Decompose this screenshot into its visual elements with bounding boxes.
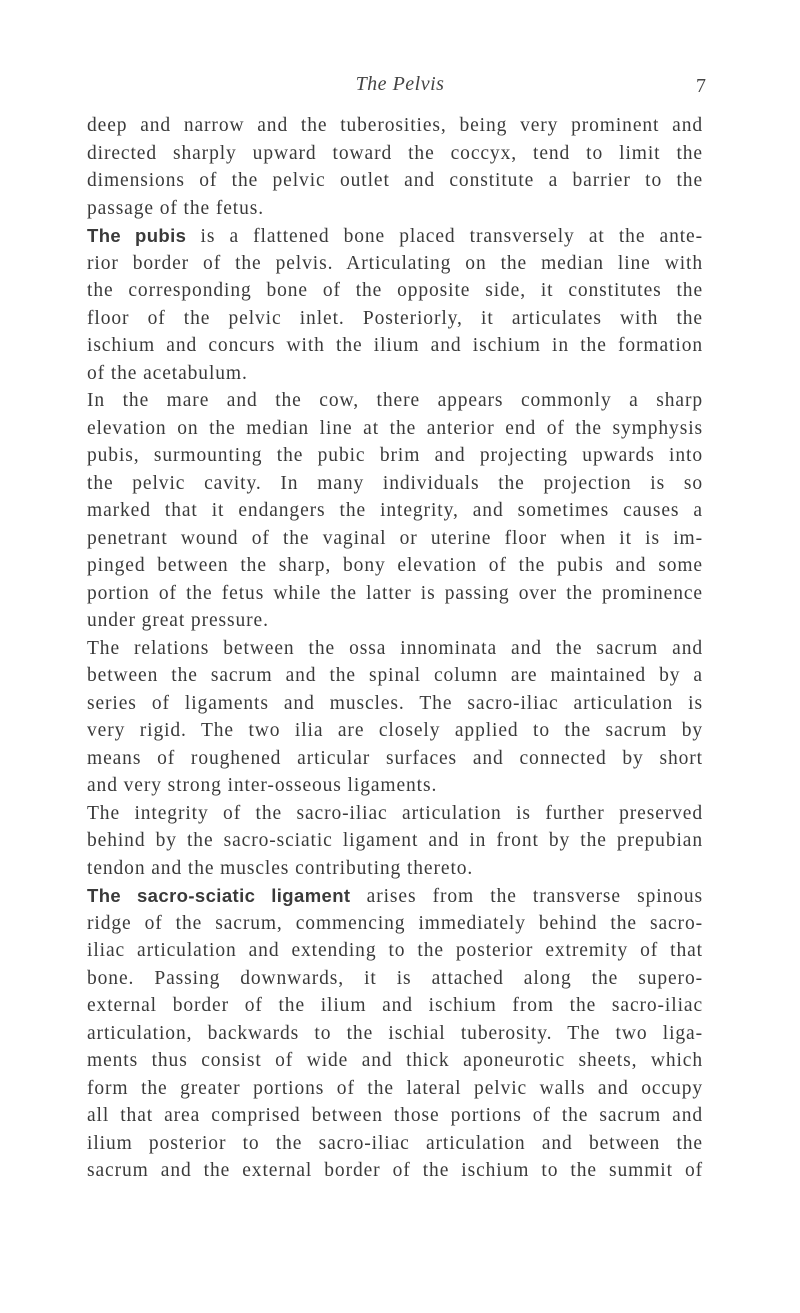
term-sacro-sciatic: The sacro-sciatic ligament — [87, 885, 351, 906]
text-line-sacro-sciatic — [87, 882, 703, 910]
text-line: directed sharply upward toward the coccyx, tend to limit the — [87, 142, 703, 164]
text-line: portion of the fetus while the latter is passing over the prominence — [87, 582, 703, 604]
text-line: The integrity of the sacro-iliac articulation is further preserved — [87, 802, 703, 824]
text-line: all that area comprised between those portions of the sacrum and — [87, 1105, 703, 1126]
text-line-pubis — [87, 222, 703, 250]
text-line: behind by the sacro-sciatic ligament and in front by the prepubian — [87, 830, 703, 851]
text-line: very rigid. The two ilia are closely applied to the sacrum by — [87, 720, 703, 741]
text-line: tendon and the muscles contributing thereto. — [87, 857, 474, 879]
text-line: between the sacrum and the spinal column are maintained by a — [87, 665, 703, 686]
text-line: under great pressure. — [87, 610, 269, 631]
running-title: The Pelvis — [355, 73, 445, 95]
text-line: of the acetabulum. — [87, 362, 248, 384]
text-line: ments thus consist of wide and thick aponeurotic sheets, which — [87, 1050, 703, 1071]
text-line: external border of the ilium and ischium from the sacro-iliac — [87, 995, 703, 1016]
page-number: 7 — [696, 75, 706, 97]
text-line: deep and narrow and the tuberosities, being very prominent and — [87, 115, 703, 136]
text-line: rior border of the pelvis. Articulating on the median line with — [87, 252, 703, 274]
text-line: means of roughened articular surfaces and connected by short — [87, 747, 703, 769]
text-line: form the greater portions of the lateral pelvic walls and occupy — [87, 1077, 703, 1099]
text-line: series of ligaments and muscles. The sacro-iliac articulation is — [87, 692, 703, 714]
text-line-remainder: is a flattened bone placed transversely at the ante- — [200, 226, 703, 247]
text-line: bone. Passing downwards, it is attached along the supero- — [87, 967, 703, 989]
text-line: floor of the pelvic inlet. Posteriorly, it articulates with the — [87, 307, 703, 329]
text-line: In the mare and the cow, there appears commonly a sharp — [87, 390, 703, 411]
text-line: ilium posterior to the sacro-iliac articulation and between the — [87, 1132, 703, 1154]
text-line: marked that it endangers the integrity, and sometimes causes a — [87, 500, 703, 521]
text-line: The relations between the ossa innominata and the sacrum and — [87, 637, 703, 659]
text-line: penetrant wound of the vaginal or uterine floor when it is im- — [87, 527, 703, 549]
text-line: ridge of the sacrum, commencing immediately behind the sacro- — [87, 912, 703, 934]
text-line: pubis, surmounting the pubic brim and projecting upwards into — [87, 445, 703, 466]
text-line: the pelvic cavity. In many individuals the projection is so — [87, 472, 703, 494]
text-line: iliac articulation and extending to the posterior extremity of that — [87, 940, 703, 961]
text-line-remainder: arises from the transverse spinous — [366, 886, 703, 907]
running-head — [0, 73, 800, 103]
text-line: articulation, backwards to the ischial tuberosity. The two liga- — [87, 1022, 703, 1044]
term-pubis: The pubis — [87, 225, 187, 246]
text-line: sacrum and the external border of the ischium to the summit of — [87, 1160, 703, 1181]
body-text — [87, 112, 703, 1185]
text-line: pinged between the sharp, bony elevation of the pubis and some — [87, 555, 703, 576]
text-line: elevation on the median line at the anterior end of the symphysis — [87, 417, 703, 439]
text-line: and very strong inter-osseous ligaments. — [87, 775, 438, 796]
text-line: dimensions of the pelvic outlet and constitute a barrier to the — [87, 170, 703, 191]
text-line: the corresponding bone of the opposite side, it constitutes the — [87, 280, 703, 301]
text-line: passage of the fetus. — [87, 197, 265, 219]
text-line: ischium and concurs with the ilium and ischium in the formation — [87, 335, 703, 356]
